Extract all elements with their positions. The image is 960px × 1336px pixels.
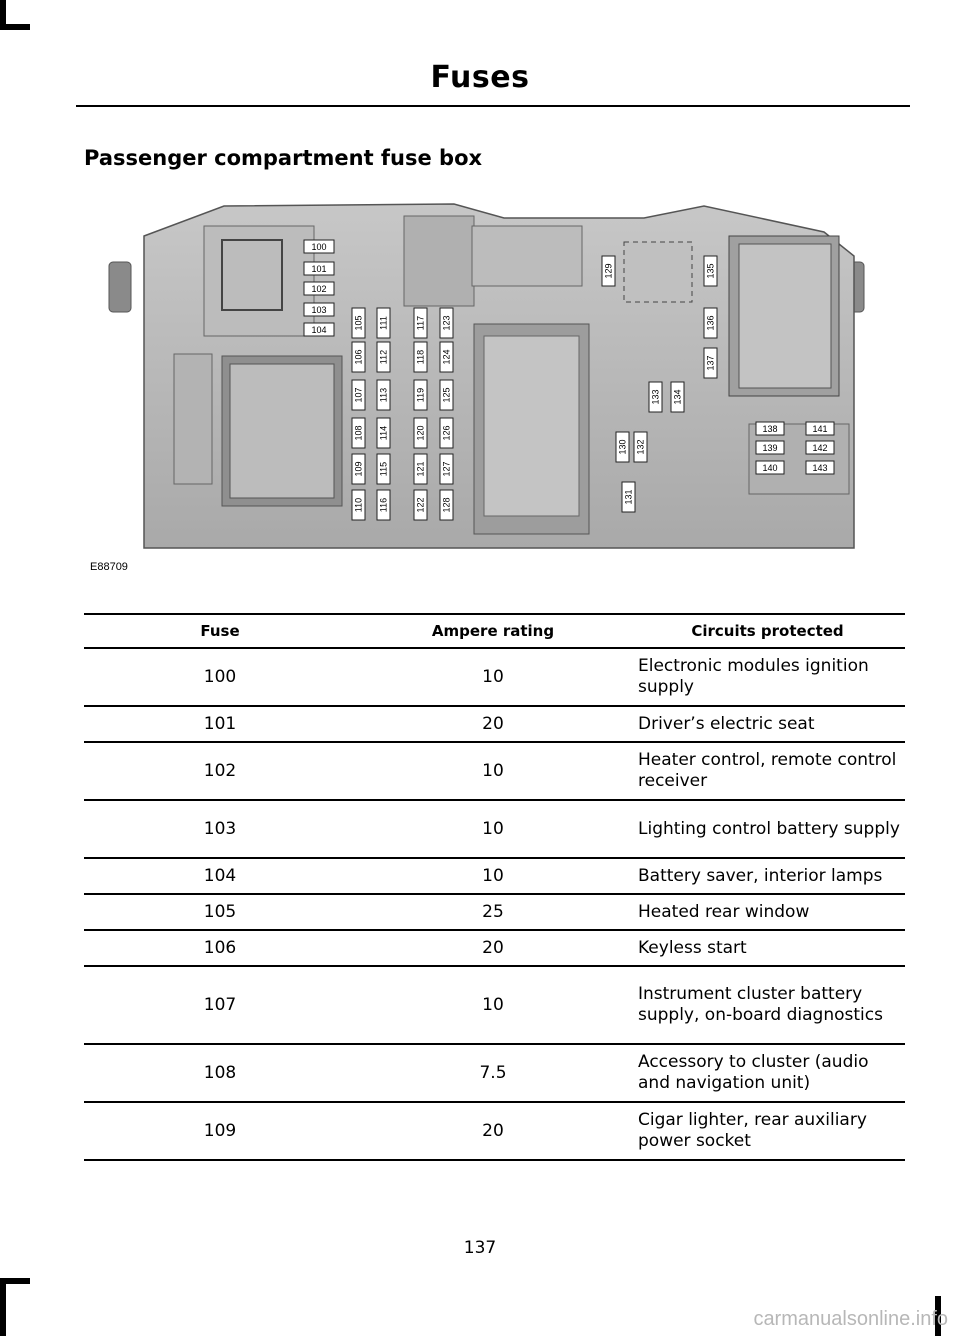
fuse-label <box>414 490 427 520</box>
svg-text:133: 133 <box>650 389 661 405</box>
cell-fuse: 103 <box>84 800 356 858</box>
fuse-label <box>806 441 834 454</box>
column-header-fuse: Fuse <box>84 614 356 648</box>
table-row <box>84 648 905 706</box>
svg-text:126: 126 <box>441 425 452 441</box>
cell-fuse: 107 <box>84 966 356 1044</box>
fuse-label <box>634 432 647 462</box>
fuse-label <box>671 382 684 412</box>
svg-text:139: 139 <box>762 443 778 453</box>
fuse-label <box>304 323 334 336</box>
svg-text:134: 134 <box>672 389 683 405</box>
section-title: Passenger compartment fuse box <box>84 146 483 170</box>
svg-text:104: 104 <box>311 325 327 335</box>
crop-mark <box>0 24 30 30</box>
cell-circuits: Heated rear window <box>630 894 905 930</box>
fuse-label <box>440 342 453 372</box>
cell-circuits: Instrument cluster battery supply, on-board diagnostics <box>630 966 905 1044</box>
cell-fuse: 102 <box>84 742 356 800</box>
svg-text:112: 112 <box>378 349 389 365</box>
svg-text:138: 138 <box>762 424 778 434</box>
svg-text:136: 136 <box>705 315 716 331</box>
svg-text:113: 113 <box>378 387 389 403</box>
fuse-label <box>352 380 365 410</box>
fuse-label <box>616 432 629 462</box>
svg-text:127: 127 <box>441 461 452 477</box>
cell-ampere: 10 <box>356 742 630 800</box>
fuse-label <box>304 240 334 253</box>
svg-text:119: 119 <box>415 387 426 403</box>
cell-ampere: 10 <box>356 800 630 858</box>
table-row <box>84 966 905 1044</box>
cell-fuse: 108 <box>84 1044 356 1102</box>
fuse-label <box>377 490 390 520</box>
svg-text:108: 108 <box>353 425 364 441</box>
cell-circuits: Cigar lighter, rear auxiliary power socket <box>630 1102 905 1160</box>
svg-text:143: 143 <box>812 463 828 473</box>
fuse-label <box>352 454 365 484</box>
fuse-label <box>304 262 334 275</box>
fuse-label <box>756 441 784 454</box>
fuse-label <box>352 342 365 372</box>
cell-ampere: 10 <box>356 858 630 894</box>
fuse-label <box>440 454 453 484</box>
fuse-label <box>414 342 427 372</box>
table-header-row <box>84 614 905 648</box>
svg-text:117: 117 <box>415 315 426 331</box>
table-row <box>84 1044 905 1102</box>
svg-text:102: 102 <box>311 284 327 294</box>
table-row <box>84 858 905 894</box>
header-divider <box>76 105 910 107</box>
table-row <box>84 930 905 966</box>
svg-text:125: 125 <box>441 387 452 403</box>
svg-text:106: 106 <box>353 349 364 365</box>
svg-text:100: 100 <box>311 242 327 252</box>
svg-text:124: 124 <box>441 349 452 365</box>
cell-circuits: Lighting control battery supply <box>630 800 905 858</box>
fuse-label <box>377 342 390 372</box>
table-row <box>84 894 905 930</box>
svg-text:107: 107 <box>353 387 364 403</box>
svg-text:109: 109 <box>353 461 364 477</box>
watermark: carmanualsonline.info <box>753 1308 948 1330</box>
svg-text:116: 116 <box>378 497 389 513</box>
page-header-title: Fuses <box>430 60 530 95</box>
svg-text:130: 130 <box>617 439 628 455</box>
svg-text:142: 142 <box>812 443 828 453</box>
fuse-label <box>377 380 390 410</box>
fuse-label <box>377 454 390 484</box>
table-row <box>84 800 905 858</box>
cell-fuse: 104 <box>84 858 356 894</box>
svg-text:129: 129 <box>603 263 614 279</box>
fuse-label <box>414 454 427 484</box>
fuse-label <box>649 382 662 412</box>
svg-text:122: 122 <box>415 497 426 513</box>
svg-text:114: 114 <box>378 425 389 441</box>
cell-fuse: 106 <box>84 930 356 966</box>
fuse-label <box>806 461 834 474</box>
svg-text:141: 141 <box>812 424 828 434</box>
table-row <box>84 742 905 800</box>
fuse-label <box>352 418 365 448</box>
svg-text:115: 115 <box>378 461 389 477</box>
fuse-label <box>806 422 834 435</box>
fuse-label <box>304 303 334 316</box>
fuse-label <box>414 308 427 338</box>
cell-ampere: 7.5 <box>356 1044 630 1102</box>
fuse-label <box>440 308 453 338</box>
fuse-label <box>704 308 717 338</box>
cell-ampere: 20 <box>356 706 630 742</box>
svg-text:103: 103 <box>311 305 327 315</box>
fuse-label <box>304 282 334 295</box>
crop-mark <box>0 1278 6 1336</box>
svg-text:135: 135 <box>705 263 716 279</box>
cell-circuits: Electronic modules ignition supply <box>630 648 905 706</box>
page-number: 137 <box>463 1238 497 1258</box>
fuse-label <box>377 308 390 338</box>
svg-text:131: 131 <box>623 489 634 505</box>
svg-text:110: 110 <box>353 497 364 513</box>
fuse-label <box>602 256 615 286</box>
cell-ampere: 20 <box>356 1102 630 1160</box>
fuse-label <box>352 490 365 520</box>
fuse-label <box>377 418 390 448</box>
fuse-label <box>756 422 784 435</box>
fuse-label <box>756 461 784 474</box>
fuse-label <box>414 380 427 410</box>
fuse-label <box>704 348 717 378</box>
cell-fuse: 109 <box>84 1102 356 1160</box>
column-header-circuits: Circuits protected <box>630 614 905 648</box>
cell-ampere: 25 <box>356 894 630 930</box>
column-header-ampere: Ampere rating <box>356 614 630 648</box>
table-row <box>84 706 905 742</box>
fuse-table <box>84 613 905 1161</box>
fuse-label <box>352 308 365 338</box>
cell-circuits: Battery saver, interior lamps <box>630 858 905 894</box>
cell-circuits: Driver’s electric seat <box>630 706 905 742</box>
svg-text:105: 105 <box>353 315 364 331</box>
cell-circuits: Accessory to cluster (audio and navigation unit) <box>630 1044 905 1102</box>
svg-text:120: 120 <box>415 425 426 441</box>
fuse-label <box>440 490 453 520</box>
fuse-label <box>440 418 453 448</box>
cell-fuse: 105 <box>84 894 356 930</box>
cell-circuits: Heater control, remote control receiver <box>630 742 905 800</box>
svg-text:137: 137 <box>705 355 716 371</box>
cell-fuse: 101 <box>84 706 356 742</box>
svg-text:118: 118 <box>415 349 426 365</box>
cell-ampere: 10 <box>356 648 630 706</box>
table-row <box>84 1102 905 1160</box>
svg-text:123: 123 <box>441 315 452 331</box>
cell-circuits: Keyless start <box>630 930 905 966</box>
svg-text:128: 128 <box>441 497 452 513</box>
cell-ampere: 20 <box>356 930 630 966</box>
fuse-label <box>622 482 635 512</box>
cell-fuse: 100 <box>84 648 356 706</box>
svg-text:132: 132 <box>635 439 646 455</box>
fuse-box-diagram <box>84 196 884 568</box>
svg-text:111: 111 <box>378 316 389 330</box>
svg-text:140: 140 <box>762 463 778 473</box>
fuse-label <box>414 418 427 448</box>
figure-code: E88709 <box>90 561 128 573</box>
svg-text:121: 121 <box>415 461 426 477</box>
fuse-label <box>440 380 453 410</box>
fuse-label <box>704 256 717 286</box>
cell-ampere: 10 <box>356 966 630 1044</box>
svg-text:101: 101 <box>311 264 327 274</box>
